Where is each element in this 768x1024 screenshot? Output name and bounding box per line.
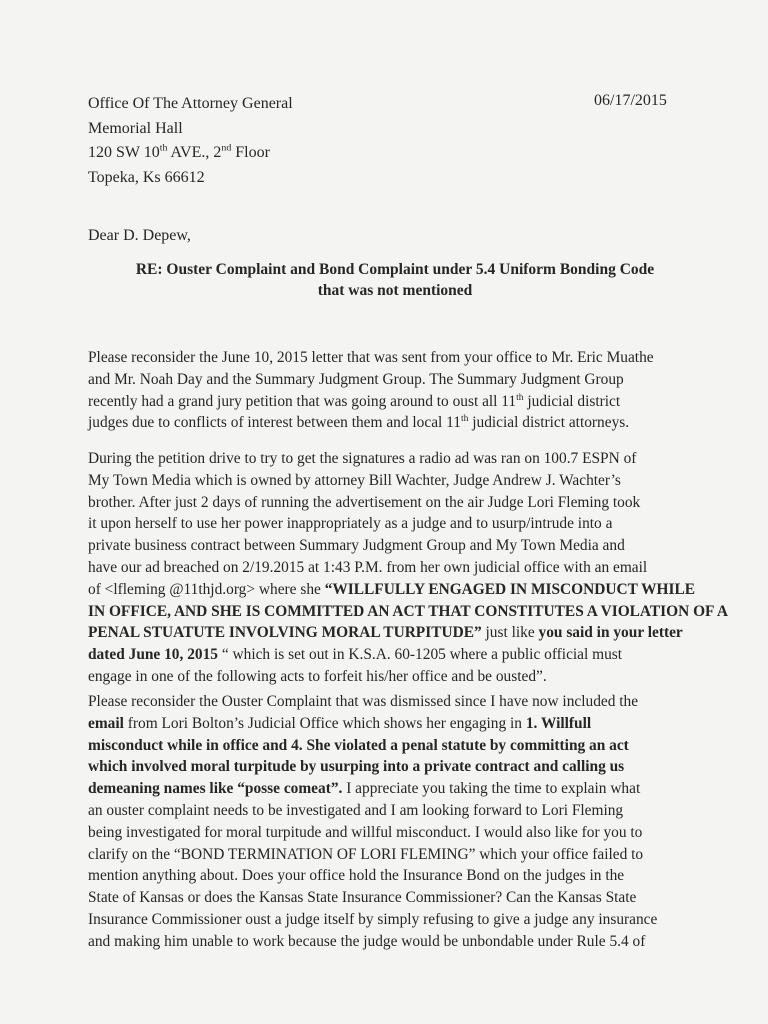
text-run: judges due to conflicts of interest between them and local 11 bbox=[88, 414, 461, 432]
text-run: it upon herself to use her power inappropriately as a judge and to usurp/intrude into a bbox=[88, 515, 613, 533]
text-run: email bbox=[88, 714, 124, 732]
text-run: recently had a grand jury petition that was going around to oust all 11 bbox=[88, 392, 517, 410]
address-line-2: Memorial Hall bbox=[88, 119, 183, 137]
paragraph-2 bbox=[88, 448, 728, 688]
text-line bbox=[88, 909, 688, 931]
text-line bbox=[88, 822, 688, 844]
text-line bbox=[88, 844, 688, 866]
text-run: you said in your letter bbox=[538, 624, 683, 642]
text-run: dated June 10, 2015 bbox=[88, 646, 218, 664]
text-line bbox=[88, 412, 688, 434]
text-run: from Lori Bolton’s Judicial Office which shows her engaging in bbox=[123, 714, 526, 732]
text-run: demeaning names like “posse comeat”. bbox=[88, 780, 343, 798]
text-run: 1. Willfull bbox=[525, 714, 592, 732]
text-run: which involved moral turpitude by usurping into a private contract and calling us bbox=[88, 758, 625, 776]
text-run: private business contract between Summary Judgment Group and My Town Media and bbox=[88, 537, 625, 555]
address-line-4: Topeka, Ks 66612 bbox=[88, 168, 205, 186]
text-run: Insurance Commissioner oust a judge itself by simply refusing to give a judge any insurance bbox=[88, 910, 658, 928]
text-run: PENAL STUATUTE INVOLVING MORAL TURPITUDE” bbox=[88, 624, 482, 642]
text-line bbox=[88, 470, 688, 492]
text-line bbox=[88, 557, 688, 579]
subject-line-1: RE: Ouster Complaint and Bond Complaint under 5.4 Uniform Bonding Code bbox=[135, 261, 655, 278]
text-run: judicial district bbox=[523, 392, 621, 410]
text-line bbox=[88, 579, 696, 601]
text-run: an ouster complaint needs to be investigated and I am looking forward to Lori Fleming bbox=[88, 801, 624, 819]
text-line bbox=[88, 666, 688, 688]
text-line bbox=[88, 535, 688, 557]
sender-address-block bbox=[88, 92, 293, 190]
text-line bbox=[88, 644, 688, 666]
subject-line-2: that was not mentioned bbox=[317, 282, 473, 299]
text-run: and making him unable to work because the judge would be unbondable under Rule 5.4 of bbox=[88, 932, 646, 950]
text-run: State of Kansas or does the Kansas State Insurance Commissioner? Can the Kansas State bbox=[88, 889, 637, 907]
salutation: Dear D. Depew, bbox=[88, 227, 191, 244]
text-run: judicial district attorneys. bbox=[468, 414, 630, 432]
text-run: have our ad breached on 2/19.2015 at 1:43 P.M. from her own judicial office with an email bbox=[88, 558, 648, 576]
text-line bbox=[88, 448, 688, 470]
text-line bbox=[88, 756, 688, 778]
text-run: clarify on the “BOND TERMINATION OF LORI FLEMING” which your office failed to bbox=[88, 845, 644, 863]
text-run: misconduct while in office and 4. She violated a penal statute by committing an act bbox=[88, 736, 629, 754]
text-line bbox=[88, 622, 688, 644]
text-line bbox=[88, 513, 688, 535]
text-line bbox=[88, 369, 688, 391]
text-line bbox=[88, 713, 688, 735]
text-line bbox=[88, 931, 688, 953]
text-run: “ which is set out in K.S.A. 60-1205 where a public official must bbox=[217, 646, 623, 664]
text-line bbox=[88, 778, 688, 800]
text-run: just like bbox=[481, 624, 539, 642]
text-run: “WILLFULLY ENGAGED IN MISCONDUCT WHILE bbox=[324, 580, 696, 598]
text-line bbox=[88, 865, 688, 887]
text-run: IN OFFICE, AND SHE IS COMMITTED AN ACT THAT CONSTITUTES A VIOLATION OF A bbox=[88, 602, 728, 620]
text-line bbox=[88, 691, 688, 713]
text-run: During the petition drive to try to get the signatures a radio ad was ran on 100.7 ESPN of bbox=[88, 450, 637, 467]
text-run: mention anything about. Does your office hold the Insurance Bond on the judges in the bbox=[88, 867, 625, 885]
text-run: Please reconsider the June 10, 2015 letter that was sent from your office to Mr. Eric Muathe bbox=[88, 349, 654, 366]
text-line bbox=[88, 347, 688, 369]
text-line bbox=[88, 601, 728, 623]
text-run: My Town Media which is owned by attorney Bill Wachter, Judge Andrew J. Wachter’s bbox=[88, 471, 621, 489]
text-line bbox=[88, 887, 688, 909]
text-line bbox=[88, 800, 688, 822]
text-run: I appreciate you taking the time to explain what bbox=[342, 780, 641, 798]
letter-date: 06/17/2015 bbox=[594, 92, 667, 109]
subject-line bbox=[100, 259, 690, 301]
text-run: brother. After just 2 days of running the advertisement on the air Judge Lori Fleming took bbox=[88, 493, 641, 511]
text-line bbox=[88, 391, 688, 413]
address-line-3: 120 SW 10th AVE., 2nd Floor bbox=[88, 142, 270, 161]
text-run: engage in one of the following acts to forfeit his/her office and be ousted”. bbox=[88, 667, 547, 685]
text-line bbox=[88, 492, 688, 514]
text-run: being investigated for moral turpitude and willful misconduct. I would also like for you to bbox=[88, 823, 643, 841]
text-line bbox=[88, 735, 688, 757]
text-run: Please reconsider the Ouster Complaint that was dismissed since I have now included the bbox=[88, 693, 639, 710]
text-run: th bbox=[460, 413, 469, 425]
text-run: of <lfleming @11thjd.org> where she bbox=[88, 580, 325, 598]
text-run: th bbox=[516, 391, 524, 403]
paragraph-1 bbox=[88, 347, 688, 434]
address-line-1: Office Of The Attorney General bbox=[88, 95, 293, 112]
text-run: and Mr. Noah Day and the Summary Judgment Group. The Summary Judgment Group bbox=[88, 370, 624, 388]
paragraph-3 bbox=[88, 691, 688, 953]
